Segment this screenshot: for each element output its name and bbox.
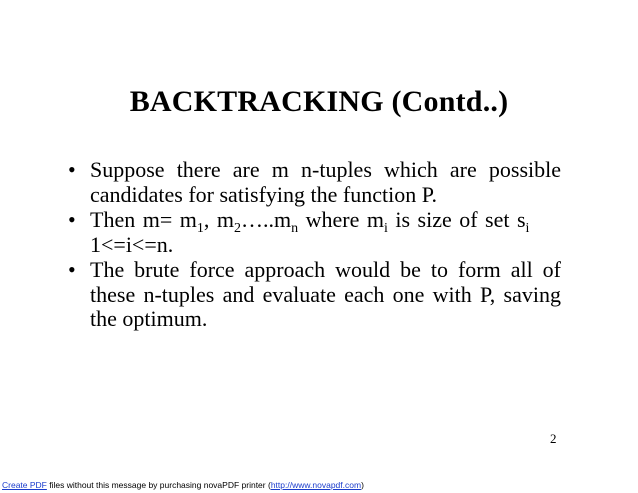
subscript: i — [525, 221, 530, 236]
bullet-icon: • — [68, 207, 76, 232]
subscript: 2 — [233, 221, 241, 236]
bullet-text-part: Then m= m — [90, 207, 197, 232]
footer-text: files without this message by purchasing novaPDF printer ( — [46, 480, 271, 490]
page-number: 2 — [550, 431, 557, 446]
subscript: n — [291, 221, 299, 236]
bullet-text-part: …..m — [240, 207, 292, 232]
create-pdf-link[interactable]: Create PDF — [2, 480, 47, 490]
bullet-text-part: is size of set s — [387, 207, 526, 232]
bullet-icon: • — [68, 257, 76, 282]
pdf-footer — [2, 480, 364, 490]
bullet-text-part: where m — [298, 207, 384, 232]
bullet-text-part: , m — [203, 207, 234, 232]
bullet-item-2 — [66, 208, 561, 257]
bullet-text-part: 1<=i<=n. — [90, 231, 174, 257]
bullet-text: The brute force approach would be to form all of these n-tuples and evaluate each one with P, saving the optimum. — [90, 257, 561, 331]
subscript: i — [383, 221, 388, 236]
bullet-icon: • — [68, 157, 76, 182]
bullet-text: Suppose there are m n-tuples which are possible candidates for satisfying the function P. — [90, 157, 561, 207]
subscript: 1 — [196, 221, 204, 236]
novapdf-link[interactable]: http://www.novapdf.com — [270, 480, 362, 490]
bullet-item-1 — [66, 158, 561, 207]
slide-title: BACKTRACKING (Contd..) — [129, 85, 509, 118]
footer-text-end: ) — [361, 480, 364, 490]
bullet-item-3 — [66, 258, 561, 332]
bullet-list — [66, 158, 561, 332]
